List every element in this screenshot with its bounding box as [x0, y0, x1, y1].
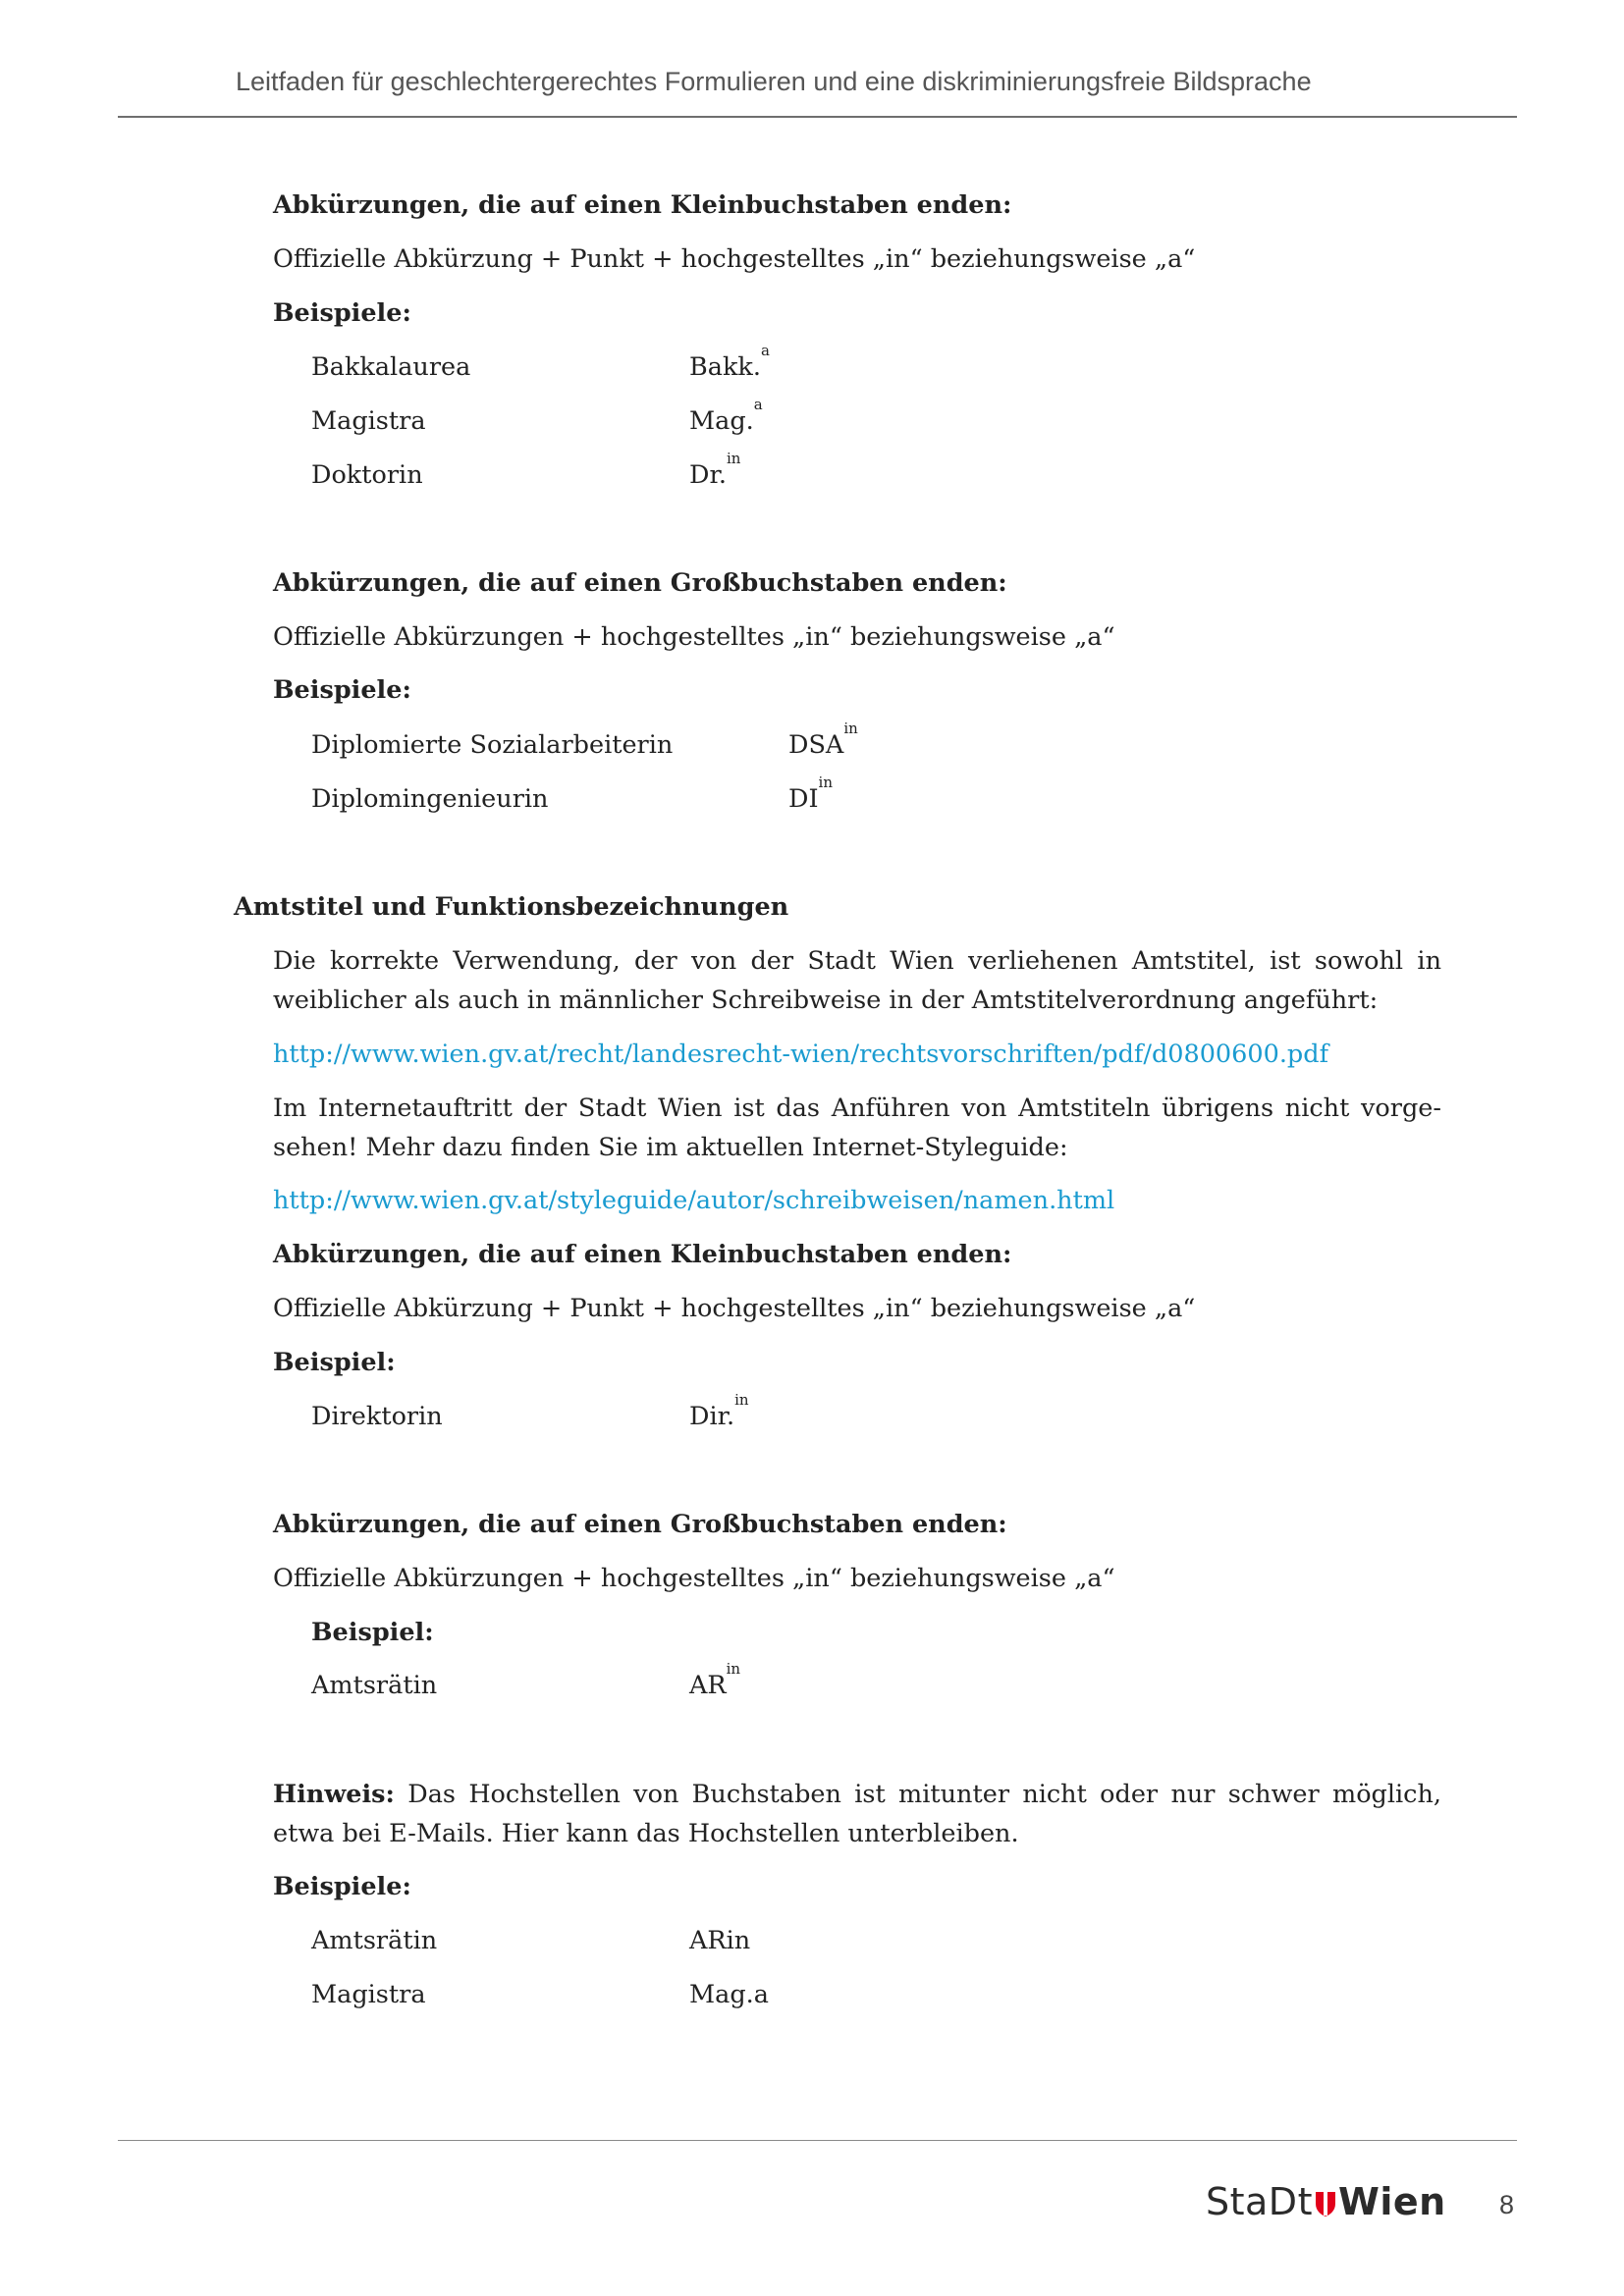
- example-abbr: $DSA^{in}$: [788, 720, 858, 760]
- section4-examples-label: Beispiel:: [311, 1618, 434, 1647]
- example-term: Amtsrätin: [311, 1671, 438, 1700]
- example-abbr: Dir.$^{in}$: [689, 1391, 749, 1431]
- logo-text-wien: Wien: [1337, 2180, 1446, 2223]
- example-term: Amtsrätin: [311, 1926, 438, 1955]
- example-term: Diplomingenieurin: [311, 784, 549, 814]
- example-abbr: $AR^{in}$: [689, 1660, 741, 1700]
- section3-heading: Abkürzungen, die auf einen Kleinbuchstaben enden:: [273, 1240, 1012, 1269]
- hinweis-paragraph: [273, 1775, 1441, 1853]
- amtstitel-heading: Amtstitel und Funktionsbezeichnungen: [234, 892, 789, 922]
- section1-heading: Abkürzungen, die auf einen Kleinbuchstaben enden:: [273, 190, 1012, 220]
- section2-examples-label: Beispiele:: [273, 675, 411, 705]
- wien-shield-icon: [1315, 2190, 1336, 2217]
- example-term: Magistra: [311, 406, 426, 436]
- example-term: Direktorin: [311, 1402, 443, 1431]
- section3-rule: Offizielle Abkürzung + Punkt + hochgestelltes „in“ beziehungsweise „a“: [273, 1294, 1196, 1323]
- section2-rule: Offizielle Abkürzungen + hochgestelltes „in“ beziehungsweise „a“: [273, 622, 1115, 652]
- section2-heading: Abkürzungen, die auf einen Großbuchstaben enden:: [273, 568, 1007, 598]
- document-title: Leitfaden für geschlechtergerechtes Formulieren und eine diskriminierungsfreie Bildsprache: [236, 67, 1312, 96]
- footer-divider: [118, 2140, 1517, 2141]
- example-term: Bakkalaurea: [311, 352, 471, 382]
- page-number: 8: [1499, 2190, 1515, 2219]
- hinweis-text: Das Hochstellen von Buchstaben ist mitunter nicht oder nur schwer möglich, etwa bei E-Mails. Hier kann das Hochstellen unterbleiben.: [273, 1780, 1441, 1848]
- example-abbr: ARin: [689, 1926, 751, 1955]
- amtstitelverordnung-link[interactable]: http://www.wien.gv.at/recht/landesrecht-wien/rechtsvorschriften/pdf/d0800600.pdf: [273, 1040, 1329, 1069]
- page-header: [118, 67, 1517, 118]
- example-term: Magistra: [311, 1980, 426, 2009]
- example-abbr: Mag.$^a$: [689, 396, 763, 436]
- stadt-wien-logo: [1206, 2180, 1446, 2223]
- section4-heading: Abkürzungen, die auf einen Großbuchstaben enden:: [273, 1510, 1007, 1539]
- example-abbr: $DI^{in}$: [788, 774, 833, 814]
- section1-examples-label: Beispiele:: [273, 298, 411, 328]
- example-abbr: Dr.$^{in}$: [689, 450, 741, 490]
- example-abbr: Bakk.$^a$: [689, 342, 770, 382]
- section3-examples-label: Beispiel:: [273, 1348, 396, 1377]
- example-term: Diplomierte Sozialarbeiterin: [311, 730, 674, 760]
- example-abbr: Mag.a: [689, 1980, 769, 2009]
- section4-rule: Offizielle Abkürzungen + hochgestelltes „in“ beziehungsweise „a“: [273, 1564, 1115, 1593]
- amtstitel-paragraph: Die korrekte Verwendung, der von der Stadt Wien verliehenen Amtstitel, ist sowohl in weiblicher als auch in männlicher Schreibweise in der Amtstitelverordnung angeführt:: [273, 946, 1441, 1015]
- hinweis-examples-label: Beispiele:: [273, 1872, 411, 1901]
- styleguide-link[interactable]: http://www.wien.gv.at/styleguide/autor/schreibweisen/namen.html: [273, 1186, 1115, 1215]
- example-term: Doktorin: [311, 460, 423, 490]
- hinweis-label: Hinweis:: [273, 1780, 395, 1809]
- styleguide-paragraph: Im Internetauftritt der Stadt Wien ist das Anführen von Amtstiteln übrigens nicht vorgesehen! Mehr dazu finden Sie im aktuellen Internet-Styleguide:: [273, 1094, 1441, 1162]
- section1-rule: Offizielle Abkürzung + Punkt + hochgestelltes „in“ beziehungsweise „a“: [273, 244, 1196, 274]
- logo-text-stadt: StaDt: [1206, 2180, 1313, 2223]
